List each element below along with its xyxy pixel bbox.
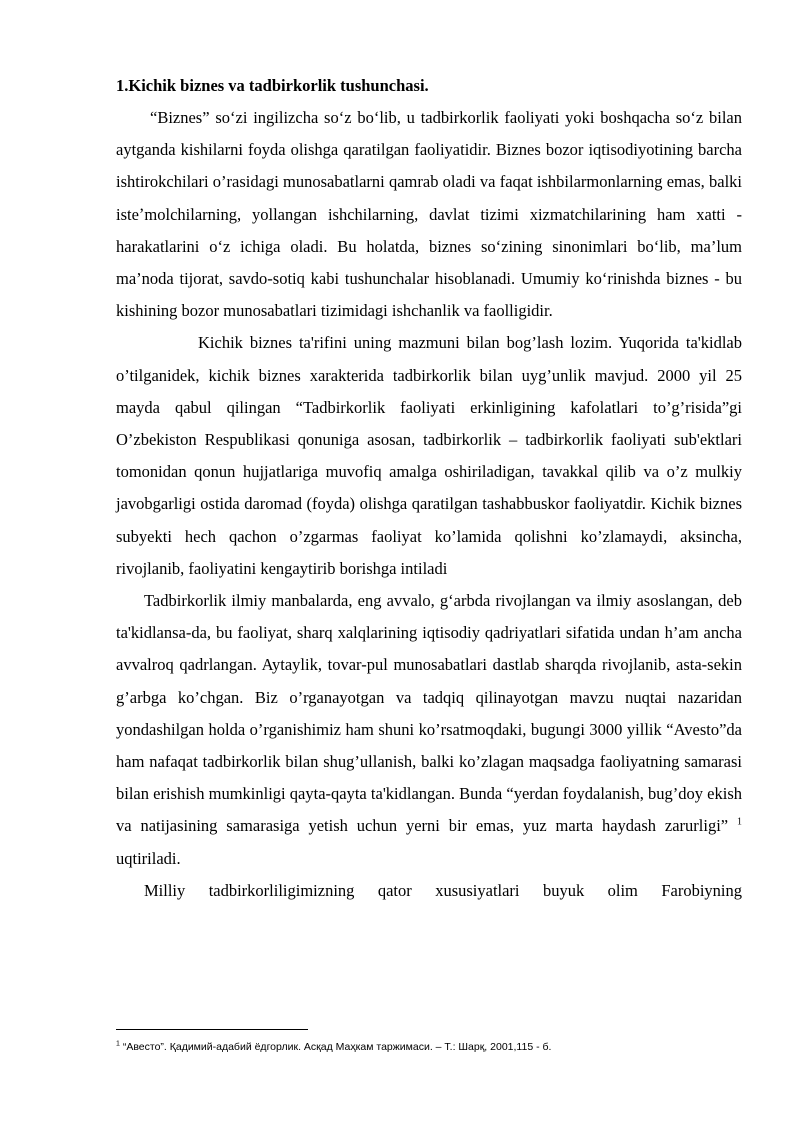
document-body [116, 70, 742, 907]
footnote-separator [116, 1029, 308, 1030]
footnote [116, 1040, 742, 1054]
paragraph-national-entrepreneurship: Milliy tadbirkorliligimizning qator xususiyatlari buyuk olim Farobiyning [144, 880, 742, 900]
paragraph-biznes-definition: “Biznes” so‘zi ingilizcha so‘z bo‘lib, u tadbirkorlik faoliyati yoki boshqacha so‘z bilan aytganda kishilarni foyda olishga qaratilgan faoliyatidir. Biznes bozor iqtisodiyotining barcha ishtirokchilari o’rasidagi munosabatlarni qamrab oladi va faqat ishbilarmonlarning emas, balki isteʼmolchilarning, yollangan ishchilarning, davlat tizimi xizmatchilarining ham xatti - harakatlarini o‘z ichiga oladi. Bu holatda, biznes so‘zining sinonimlari bo‘lib, ma’lum ma’noda tijorat, savdo-sotiq kabi tushunchalar hisoblanadi. Umumiy ko‘rinishda biznes - bu kishining bozor munosabatlari tizimidagi ishchanlik va faolligidir. [116, 108, 742, 321]
paragraph-small-business-definition: Kichik biznes ta'rifini uning mazmuni bilan bog’lash lozim. Yuqorida ta'kidlab o’tilganidek, kichik biznes xarakterida tadbirkorlik bilan uyg’unlik mavjud. 2000 yil 25 mayda qabul qilingan “Tadbirkorlik faoliyati erkinligining kafolatlari to’g’risida”gi O’zbekiston Respublikasi qonuniga asosan, tadbirkorlik – tadbirkorlik faoliyati sub'ektlari tomonidan qonun hujjatlariga muvofiq amalga oshiriladigan, tavakkal qilib va o’z mulkiy javobgarligi ostida daromad (foyda) olishga qaratilgan tashabbuskor faoliyatdir. Kichik biznes subyekti hech qachon o’zgarmas faoliyat ko’lamida qolishni ko’zlamaydi, aksincha, rivojlanib, faoliyatini kengaytirib borishga intiladi [116, 333, 742, 578]
paragraph-entrepreneurship-history [116, 585, 742, 875]
paragraph-entrepreneurship-history-text: Tadbirkorlik ilmiy manbalarda, eng avvalo, g‘arbda rivojlangan va ilmiy asoslangan, deb ta'kidlansa-da, bu faoliyat, sharq xalqlarining iqtisodiy qadriyatlari sifatida undan h’am ancha avvalroq qadrlangan. Aytaylik, tovar-pul munosabatlari dastlab sharqda rivojlanib, asta-sekin g’arbga ko’chgan. Biz o’rganayotgan va tadqiq qilinayotgan mavzu nuqtai nazaridan yondashilgan holda o’rganishimiz ham shuni ko’rsatmoqdaki, bugungi 3000 yillik “Avesto”da ham nafaqat tadbirkorlik bilan shug’ullanish, balki ko’zlagan maqsadga faoliyatning samarasi bilan erishish mumkinligi qayta-qayta ta'kidlangan. Bunda “yerdan foydalanish, bug’doy ekish va natijasining samarasiga yetish uchun yerni bir emas, yuz marta haydash zarurligi” [116, 591, 742, 836]
footnote-text: “Авесто”. Қадимий-адабий ёдгорлик. Асқад Маҳкам таржимаси. – Т.: Шарқ, 2001,115 - б. [119, 1041, 552, 1053]
footnote-marker: 1 [116, 1040, 120, 1048]
paragraph-entrepreneurship-history-tail: uqtiriladi. [116, 848, 181, 868]
footnote-reference[interactable]: 1 [737, 816, 742, 828]
section-heading: 1.Kichik biznes va tadbirkorlik tushunchasi. [116, 76, 429, 95]
